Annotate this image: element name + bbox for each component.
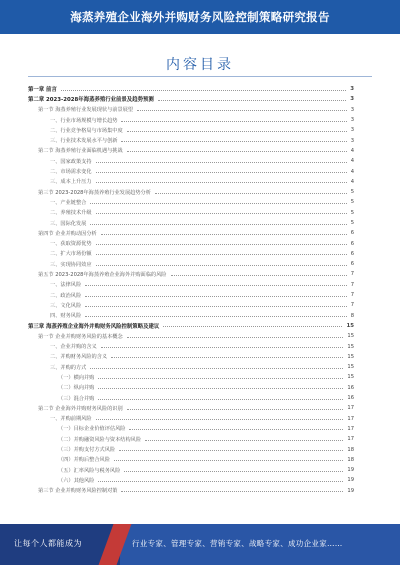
toc-entry[interactable] bbox=[28, 156, 354, 166]
toc-entry-label: （三）并购支付方式风险 bbox=[58, 447, 116, 454]
toc-entry[interactable] bbox=[28, 455, 354, 465]
toc-entry-label: 二、扩大市场份额 bbox=[50, 251, 92, 258]
toc-entry[interactable] bbox=[28, 228, 354, 238]
toc-leader-dots bbox=[90, 203, 346, 204]
toc-entry-page: 18 bbox=[347, 456, 354, 463]
footer-band bbox=[0, 524, 400, 565]
toc-entry-label: 二、行业竞争格局与市场集中度 bbox=[50, 127, 123, 134]
toc-leader-dots bbox=[158, 100, 346, 101]
toc-leader-dots bbox=[96, 254, 347, 255]
toc-entry-label: （一）横向并购 bbox=[58, 374, 95, 381]
footer-slogan: 让每个人都能成为 bbox=[14, 539, 82, 548]
toc-entry-label: 三、并购的方式 bbox=[50, 364, 87, 371]
toc-divider bbox=[28, 76, 372, 77]
toc-entry[interactable] bbox=[28, 84, 354, 94]
toc-entry[interactable] bbox=[28, 424, 354, 434]
toc-heading: 内容目录 bbox=[166, 57, 234, 73]
toc-entry-page: 19 bbox=[347, 487, 354, 494]
toc-entry[interactable] bbox=[28, 105, 354, 115]
document-title: 海蒸养殖企业海外并购财务风险控制策略研究报告 bbox=[70, 10, 330, 24]
toc-entry-label: 二、政治风险 bbox=[50, 292, 82, 299]
toc-entry[interactable] bbox=[28, 362, 354, 372]
toc-entry-page: 19 bbox=[347, 477, 354, 484]
toc-entry[interactable] bbox=[28, 383, 354, 393]
toc-leader-dots bbox=[96, 162, 347, 163]
toc-entry[interactable] bbox=[28, 475, 354, 485]
toc-entry-label: 第四节 企业并购动因分析 bbox=[38, 230, 97, 237]
toc-entry-label: 第二节 海蒸养殖行业面临机遇与挑战 bbox=[38, 148, 123, 155]
toc-entry-label: 四、财务风险 bbox=[50, 313, 82, 320]
toc-entry-page: 15 bbox=[347, 364, 354, 371]
toc-leader-dots bbox=[96, 213, 347, 214]
footer-tagline: 行业专家、管理专家、营销专家、战略专家、成功企业家…… bbox=[132, 539, 343, 548]
toc-entry-label: 一、产业链整合 bbox=[50, 199, 87, 206]
toc-entry-page: 8 bbox=[350, 312, 354, 319]
toc-entry[interactable] bbox=[28, 290, 354, 300]
toc-entry-page: 6 bbox=[350, 240, 354, 247]
toc-leader-dots bbox=[121, 121, 346, 122]
toc-entry[interactable] bbox=[28, 115, 354, 125]
toc-entry[interactable] bbox=[28, 218, 354, 228]
toc-entry-page: 4 bbox=[350, 158, 354, 165]
toc-entry-page: 15 bbox=[346, 322, 354, 329]
toc-leader-dots bbox=[171, 275, 347, 276]
toc-entry-page: 3 bbox=[350, 127, 354, 134]
toc-entry-label: 二、养殖技术升级 bbox=[50, 210, 92, 217]
toc-entry[interactable] bbox=[28, 486, 354, 496]
toc-entry-label: （二）纵向并购 bbox=[58, 385, 95, 392]
toc-entry[interactable] bbox=[28, 208, 354, 218]
toc-entry-label: （六）其他风险 bbox=[58, 477, 95, 484]
toc-entry-label: （二）并购融资风险与资本结构风险 bbox=[58, 436, 142, 443]
toc-entry-page: 6 bbox=[350, 261, 354, 268]
toc-leader-dots bbox=[96, 172, 347, 173]
toc-entry[interactable] bbox=[28, 280, 354, 290]
toc-entry[interactable] bbox=[28, 135, 354, 145]
toc-entry[interactable] bbox=[28, 444, 354, 454]
toc-entry-page: 17 bbox=[347, 405, 354, 412]
toc-leader-dots bbox=[121, 491, 343, 492]
toc-entry-page: 16 bbox=[347, 384, 354, 391]
toc-entry[interactable] bbox=[28, 259, 354, 269]
toc-entry-label: 二、市场需求变化 bbox=[50, 169, 92, 176]
toc-entry[interactable] bbox=[28, 434, 354, 444]
toc-leader-dots bbox=[129, 429, 343, 430]
toc-leader-dots bbox=[163, 326, 342, 327]
toc-entry-label: 一、国家政策支持 bbox=[50, 158, 92, 165]
toc-leader-dots bbox=[96, 419, 344, 420]
toc-leader-dots bbox=[98, 378, 343, 379]
toc-entry[interactable] bbox=[28, 300, 354, 310]
toc-entry-label: 三、文化风险 bbox=[50, 302, 82, 309]
toc-entry-label: 第二章 2023-2028年海蒸养殖行业前景及趋势预测 bbox=[28, 97, 154, 104]
toc-entry-page: 18 bbox=[347, 446, 354, 453]
toc-entry-label: 第一节 海蒸养殖行业发展现状与前景展望 bbox=[38, 107, 134, 114]
toc-entry-label: 三、成本上升压力 bbox=[50, 179, 92, 186]
toc-entry-page: 7 bbox=[350, 292, 354, 299]
toc-entry-page: 16 bbox=[347, 395, 354, 402]
toc-entry[interactable] bbox=[28, 372, 354, 382]
toc-entry-page: 4 bbox=[350, 147, 354, 154]
toc-entry-page: 15 bbox=[347, 343, 354, 350]
toc-entry-page: 15 bbox=[347, 353, 354, 360]
toc-entry[interactable] bbox=[28, 352, 354, 362]
toc-entry[interactable] bbox=[28, 311, 354, 321]
toc-entry-label: 一、企业并购的含义 bbox=[50, 344, 97, 351]
toc-leader-dots bbox=[101, 234, 347, 235]
toc-entry[interactable] bbox=[28, 403, 354, 413]
toc-entry-page: 17 bbox=[347, 436, 354, 443]
toc-leader-dots bbox=[127, 151, 347, 152]
toc-entry-page: 5 bbox=[350, 209, 354, 216]
toc-entry-page: 15 bbox=[347, 374, 354, 381]
toc-entry-page: 5 bbox=[350, 189, 354, 196]
toc-leader-dots bbox=[121, 141, 346, 142]
toc-entry[interactable] bbox=[28, 197, 354, 207]
toc-entry[interactable] bbox=[28, 414, 354, 424]
toc-leader-dots bbox=[124, 471, 343, 472]
toc-entry[interactable] bbox=[28, 146, 354, 156]
toc-entry-label: 第五节 2023-2028年海蒸养殖企业海外并购面临的风险 bbox=[38, 271, 167, 278]
toc-entry[interactable] bbox=[28, 269, 354, 279]
toc-entry-page: 17 bbox=[347, 425, 354, 432]
toc-entry-page: 3 bbox=[350, 106, 354, 113]
toc-entry-label: （五）汇率风险与税务风险 bbox=[58, 467, 121, 474]
toc-entry-page: 19 bbox=[347, 467, 354, 474]
toc-leader-dots bbox=[101, 347, 344, 348]
toc-entry[interactable] bbox=[28, 94, 354, 104]
header-band bbox=[0, 0, 400, 34]
toc-leader-dots bbox=[61, 90, 346, 91]
toc-entry-label: 一、法律风险 bbox=[50, 282, 82, 289]
toc-entry-page: 17 bbox=[347, 415, 354, 422]
toc-leader-dots bbox=[85, 296, 347, 297]
toc-entry[interactable] bbox=[28, 393, 354, 403]
toc-entry[interactable] bbox=[28, 331, 354, 341]
toc-entry-label: 第三章 海蒸养殖企业海外并购财务风险控制策略及建议 bbox=[28, 323, 160, 330]
toc-leader-dots bbox=[127, 337, 344, 338]
toc-entry-label: 第三节 企业并购财务风险控制对策 bbox=[38, 488, 118, 495]
toc-entry-label: 三、行业技术发展水平与创新 bbox=[50, 138, 118, 145]
toc-entry-page: 5 bbox=[350, 199, 354, 206]
toc-entry[interactable] bbox=[28, 187, 354, 197]
toc-entry-label: 第一章 前言 bbox=[28, 87, 57, 94]
toc-entry-page: 7 bbox=[350, 281, 354, 288]
toc-entry-label: 第二节 企业海外并购财务风险的识别 bbox=[38, 405, 123, 412]
toc-entry[interactable] bbox=[28, 238, 354, 248]
toc-entry-page: 5 bbox=[350, 220, 354, 226]
toc-leader-dots bbox=[85, 306, 347, 307]
toc-entry-label: 一、获取资源优势 bbox=[50, 241, 92, 248]
toc-entry-page: 3 bbox=[350, 86, 354, 93]
toc-leader-dots bbox=[98, 388, 343, 389]
toc-leader-dots bbox=[90, 368, 343, 369]
toc-leader-dots bbox=[90, 224, 346, 225]
toc-leader-dots bbox=[127, 409, 344, 410]
toc-entry[interactable] bbox=[28, 341, 354, 351]
toc-entry-label: （三）混合并购 bbox=[58, 395, 95, 402]
toc-entry-label: 第一节 企业并购财务风险的基本概念 bbox=[38, 333, 123, 340]
toc-leader-dots bbox=[111, 357, 343, 358]
toc-entry-label: 三、国际化发展 bbox=[50, 220, 87, 227]
toc-entry-page: 7 bbox=[350, 271, 354, 278]
toc-entry-label: 第三节 2023-2028年海蒸养殖行业发展趋势分析 bbox=[38, 189, 151, 196]
toc-entry[interactable] bbox=[28, 166, 354, 176]
toc-leader-dots bbox=[98, 481, 343, 482]
toc-leader-dots bbox=[96, 244, 347, 245]
toc-leader-dots bbox=[155, 193, 347, 194]
toc-entry-label: （四）并购后整合风险 bbox=[58, 457, 110, 464]
table-of-contents bbox=[28, 84, 354, 496]
toc-entry-page: 3 bbox=[350, 117, 354, 124]
toc-entry-page: 3 bbox=[350, 137, 354, 144]
toc-leader-dots bbox=[96, 265, 347, 266]
toc-entry[interactable] bbox=[28, 249, 354, 259]
toc-entry-page: 6 bbox=[350, 250, 354, 257]
toc-entry-label: 三、实现协同效应 bbox=[50, 261, 92, 268]
toc-entry-page: 15 bbox=[347, 333, 354, 340]
toc-entry-page: 3 bbox=[350, 96, 354, 103]
toc-entry-page: 4 bbox=[350, 168, 354, 175]
toc-entry-label: 二、并购财务风险的含义 bbox=[50, 354, 108, 361]
toc-entry-label: 一、行业市场规模与增长趋势 bbox=[50, 117, 118, 124]
toc-leader-dots bbox=[145, 440, 343, 441]
toc-entry[interactable] bbox=[28, 321, 354, 331]
toc-entry[interactable] bbox=[28, 465, 354, 475]
toc-leader-dots bbox=[98, 399, 343, 400]
toc-leader-dots bbox=[137, 110, 347, 111]
toc-entry-label: （一）目标企业价值评估风险 bbox=[58, 426, 126, 433]
toc-entry-label: 一、并购前期风险 bbox=[50, 416, 92, 423]
toc-leader-dots bbox=[119, 450, 343, 451]
toc-leader-dots bbox=[96, 182, 347, 183]
toc-entry[interactable] bbox=[28, 177, 354, 187]
toc-leader-dots bbox=[114, 460, 344, 461]
toc-leader-dots bbox=[85, 285, 347, 286]
toc-entry-page: 4 bbox=[350, 178, 354, 185]
toc-entry-page: 6 bbox=[350, 230, 354, 237]
toc-entry-page: 7 bbox=[350, 302, 354, 309]
toc-leader-dots bbox=[127, 131, 347, 132]
toc-leader-dots bbox=[85, 316, 347, 317]
toc-entry[interactable] bbox=[28, 125, 354, 135]
